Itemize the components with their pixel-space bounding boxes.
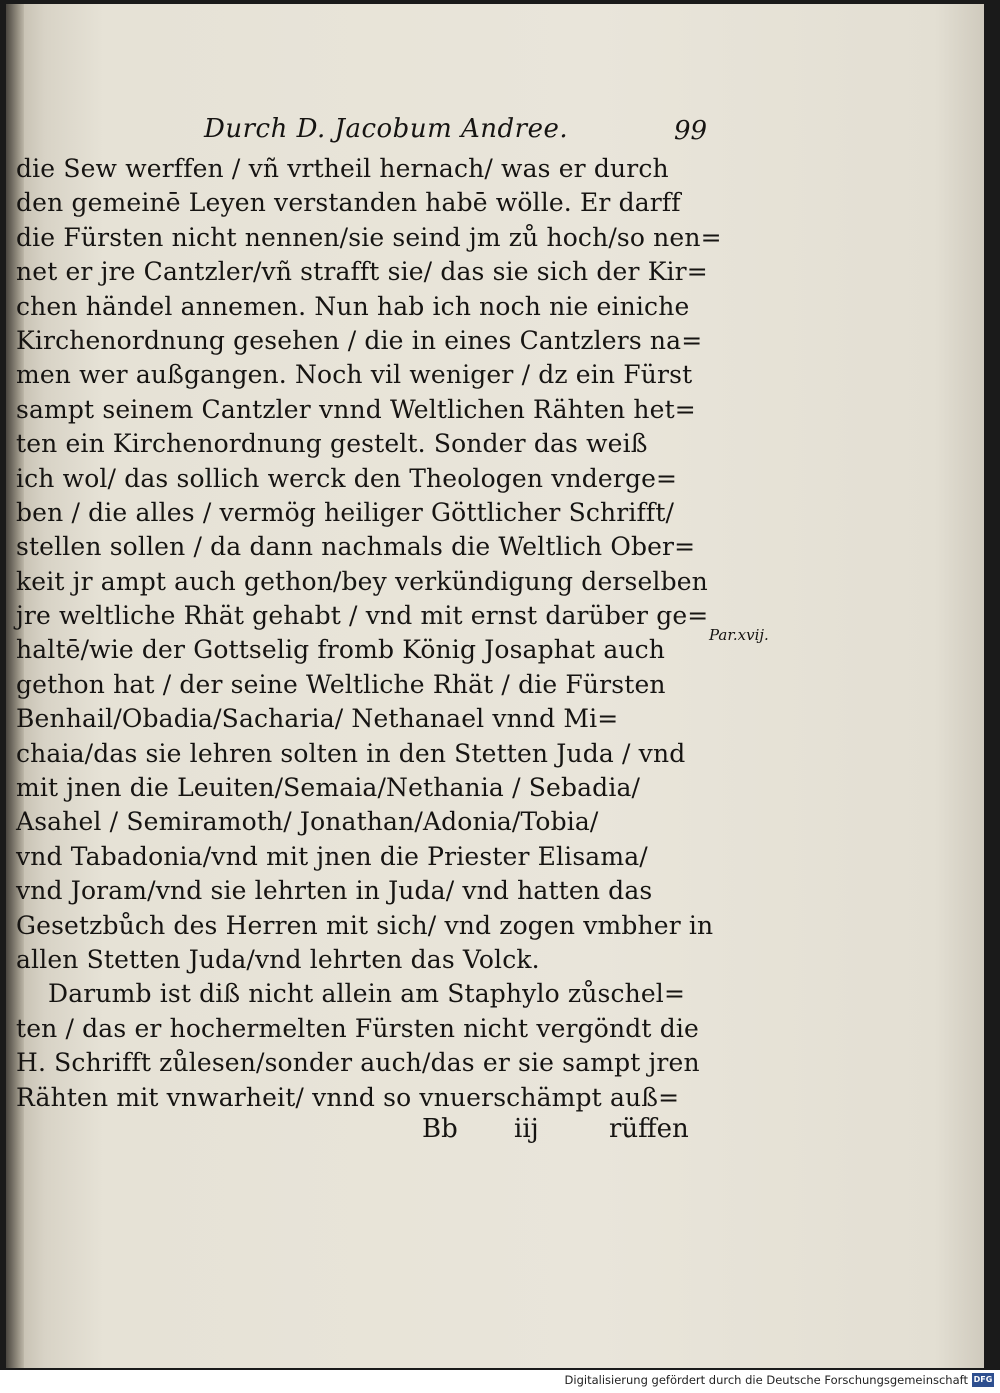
text-line: chaia/das sie lehren solten in den Stetten Juda / vnd xyxy=(16,738,686,768)
text-line: ich wol/ das sollich werck den Theologen vnderge= xyxy=(16,463,678,493)
text-line: haltē/wie der Gottselig fromb König Josaphat auch xyxy=(16,635,666,665)
text-line: Kirchenordnung gesehen / die in eines Cantzlers na= xyxy=(16,325,703,355)
text-line: vnd Tabadonia/vnd mit jnen die Priester Elisama/ xyxy=(16,841,648,871)
text-line: ben / die alles / vermög heiliger Göttlicher Schrifft/ xyxy=(16,497,675,527)
text-line: Gesetzbůch des Herren mit sich/ vnd zogen vmbher in xyxy=(16,910,714,940)
margin-note: Par.xvij. xyxy=(709,626,769,644)
text-line: Darumb ist diß nicht allein am Staphylo zůschel= xyxy=(48,979,686,1009)
text-line: net er jre Cantzler/vñ strafft sie/ das sie sich der Kir= xyxy=(16,257,708,287)
dfg-logo: DFG xyxy=(972,1373,994,1387)
signature-mark: Bb xyxy=(422,1114,458,1144)
text-line: mit jnen die Leuiten/Semaia/Nethania / Sebadia/ xyxy=(16,773,641,803)
text-line: H. Schrifft zůlesen/sonder auch/das er sie sampt jren xyxy=(16,1048,700,1078)
running-header: Durch D. Jacobum Andree. xyxy=(204,114,569,144)
text-line: gethon hat / der seine Weltliche Rhät / die Fürsten xyxy=(16,669,666,699)
body-text xyxy=(16,152,722,1115)
text-line: jre weltliche Rhät gehabt / vnd mit ernst darüber ge= xyxy=(16,601,709,631)
funding-credit: Digitalisierung gefördert durch die Deutsche Forschungsgemeinschaft xyxy=(564,1373,968,1387)
text-line: die Sew werffen / vñ vrtheil hernach/ was er durch xyxy=(16,154,669,183)
text-line: Rähten mit vnwarheit/ vnnd so vnuerschämpt auß= xyxy=(16,1082,680,1112)
text-line: ten / das er hochermelten Fürsten nicht vergöndt die xyxy=(16,1013,699,1043)
text-line: men wer außgangen. Noch vil weniger / dz ein Fürst xyxy=(16,360,693,390)
text-line: den gemeinē Leyen verstanden habē wölle. Er darff xyxy=(16,188,681,218)
text-line: ten ein Kirchenordnung gestelt. Sonder das weiß xyxy=(16,429,648,459)
text-line: allen Stetten Juda/vnd lehrten das Volck. xyxy=(16,944,540,974)
book-page xyxy=(6,4,984,1368)
signature-number: iij xyxy=(514,1114,539,1144)
text-line: sampt seinem Cantzler vnnd Weltlichen Rähten het= xyxy=(16,394,696,424)
text-line: Benhail/Obadia/Sacharia/ Nethanael vnnd Mi= xyxy=(16,704,619,734)
text-line: vnd Joram/vnd sie lehrten in Juda/ vnd hatten das xyxy=(16,876,653,906)
page-number: 99 xyxy=(674,116,708,146)
text-line: Asahel / Semiramoth/ Jonathan/Adonia/Tobia/ xyxy=(16,807,599,837)
text-line: stellen sollen / da dann nachmals die Weltlich Ober= xyxy=(16,532,696,562)
text-line: die Fürsten nicht nennen/sie seind jm zů hoch/so nen= xyxy=(16,222,722,252)
catchword: rüffen xyxy=(609,1114,689,1144)
text-line: chen händel annemen. Nun hab ich noch nie einiche xyxy=(16,291,690,321)
text-line: keit jr ampt auch gethon/bey verkündigung derselben xyxy=(16,566,708,596)
